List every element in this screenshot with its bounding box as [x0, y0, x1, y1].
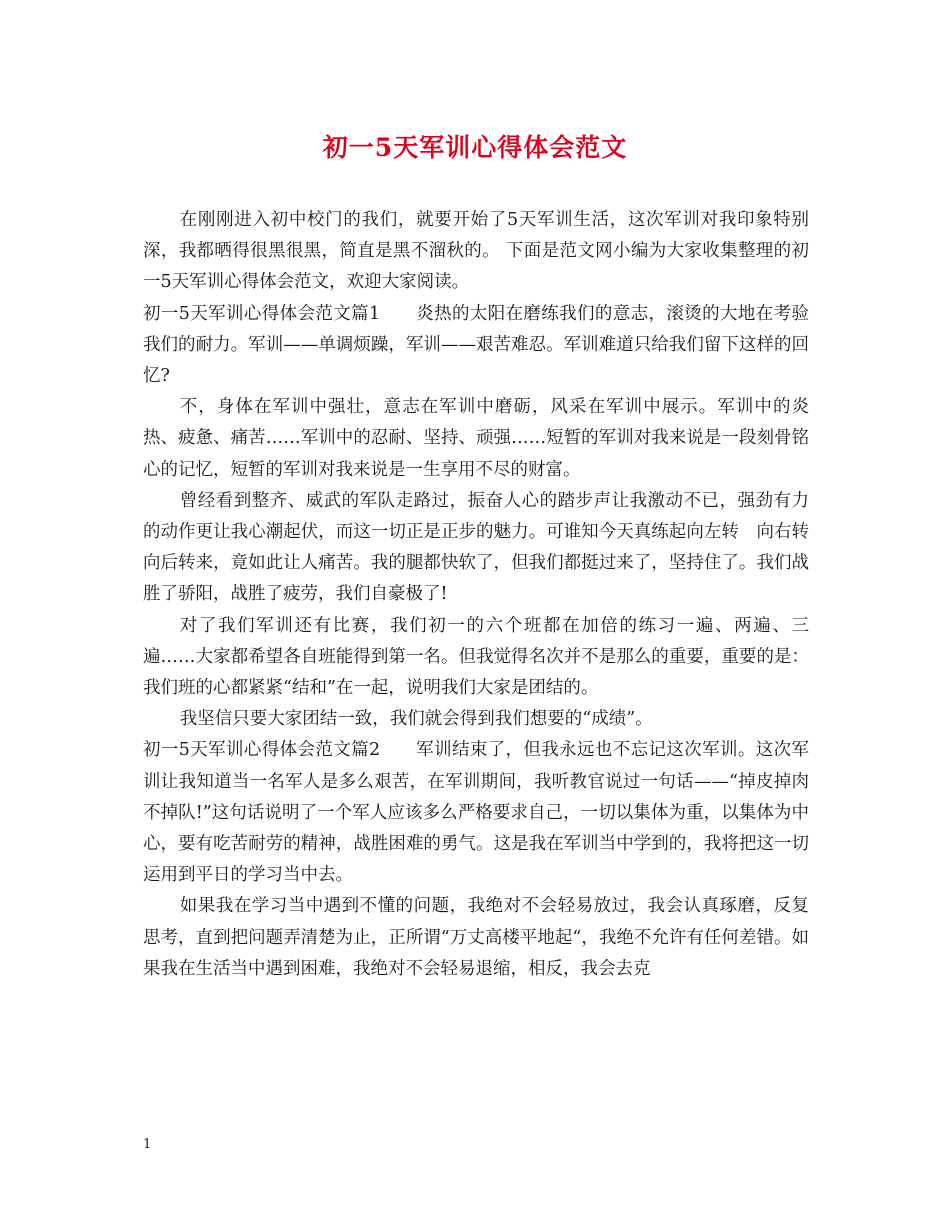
paragraph: 对了我们军训还有比赛，我们初一的六个班都在加倍的练习一遍、两遍、三遍……大家都希望各自班能得到第一名。但我觉得名次并不是那么的重要，重要的是：我们班的心都紧紧“结和”在一起，说明我们大家是团结的。 — [143, 615, 809, 699]
paragraph-essay1-start: 初一5天军训心得体会范文篇1 炎热的太阳在磨练我们的意志，滚烫的大地在考验我们的耐力。军训——单调烦躁，军训——艰苦难忍。军训难道只给我们留下这样的回忆? — [143, 303, 809, 387]
paragraph: 曾经看到整齐、威武的军队走路过，振奋人心的踏步声让我激动不已，强劲有力的动作更让我心潮起伏，而这一切正是正步的魅力。可谁知今天真练起向左转 向右转 向后转来，竟如此让人痛苦。我的腿都快软了，但我们都挺过来了，坚持住了。我们战胜了骄阳，战胜了疲劳，我们自豪极了! — [143, 490, 827, 605]
document-title: 初一5天军训心得体会范文 — [322, 133, 628, 162]
paragraph-essay2-start: 初一5天军训心得体会范文篇2 军训结束了，但我永远也不忘记这次军训。这次军训让我知道当一名军人是多么艰苦，在军训期间，我听教官说过一句话——“掉皮掉肉不掉队!”这句话说明了一个军人应该多么严格要求自己，一切以集体为重，以集体为中心，要有吃苦耐劳的精神，战胜困难的勇气。这是我在军训当中学到的，我将把这一切运用到平日的学习当中去。 — [143, 740, 809, 886]
page-number: 1 — [143, 1137, 152, 1152]
paragraph-intro: 在刚刚进入初中校门的我们，就要开始了5天军训生活，这次军训对我印象特别深，我都晒得很黑很黑，简直是黑不溜秋的。 下面是范文网小编为大家收集整理的初一5天军训心得体会范文，欢迎大家阅读。 — [143, 210, 809, 293]
paragraph: 如果我在学习当中遇到不懂的问题，我绝对不会轻易放过，我会认真琢磨，反复思考，直到把问题弄清楚为止，正所谓“万丈高楼平地起“，我绝不允许有任何差错。如果我在生活当中遇到困难，我绝对不会轻易退缩，相反，我会去克 — [143, 896, 809, 979]
document-body — [143, 205, 827, 985]
paragraph: 不，身体在军训中强壮，意志在军训中磨砺，风采在军训中展示。军训中的炎热、疲惫、痛苦……军训中的忍耐、坚持、顽强……短暂的军训对我来说是一段刻骨铭心的记忆，短暂的军训对我来说是一生享用不尽的财富。 — [143, 397, 809, 480]
paragraph: 我坚信只要大家团结一致，我们就会得到我们想要的“成绩”。 — [179, 709, 653, 730]
